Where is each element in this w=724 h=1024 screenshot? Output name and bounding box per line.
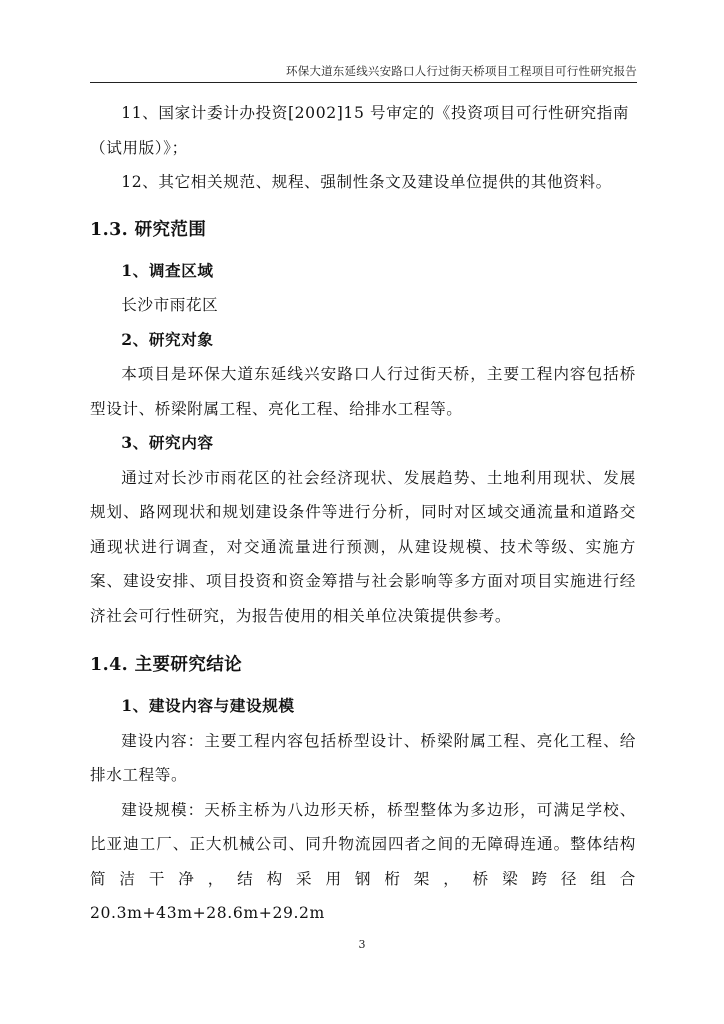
running-header: 环保大道东延线兴安路口人行过街天桥项目工程项目可行性研究报告 bbox=[90, 62, 637, 83]
subheading-research-object: 2、研究对象 bbox=[121, 329, 214, 349]
section-heading-1-3: 1.3. 研究范围 bbox=[90, 219, 207, 240]
survey-area-text: 长沙市雨花区 bbox=[121, 296, 219, 314]
research-content-text: 通过对长沙市雨花区的社会经济现状、发展趋势、土地利用现状、发展规划、路网现状和规划建设条件等进行分析，同时对区域交通流量和道路交通现状进行调查，对交通流量进行预测，从建设规模、技术等级、实施方案、建设安排、项目投资和资金筹措与社会影响等多方面对项目实施进行经济社会可行性研究，为报告使用的相关单位决策提供参考。 bbox=[90, 468, 636, 625]
section-heading-1-4: 1.4. 主要研究结论 bbox=[90, 655, 243, 675]
reference-item-11-line1: 11、国家计委计办投资[2002]15 号审定的《投资项目可行性研究指南 bbox=[121, 104, 630, 122]
page-number: 3 bbox=[358, 938, 366, 951]
reference-item-11-line2: （试用版）》； bbox=[90, 138, 188, 157]
construction-content-text: 建设内容：主要工程内容包括桥型设计、桥梁附属工程、亮化工程、给排水工程等。 bbox=[90, 731, 636, 784]
page-content bbox=[90, 96, 636, 931]
subheading-survey-area: 1、调查区域 bbox=[121, 260, 214, 280]
research-object-text: 本项目是环保大道东延线兴安路口人行过街天桥，主要工程内容包括桥型设计、桥梁附属工程、亮化工程、给排水工程等。 bbox=[90, 365, 636, 418]
subheading-research-content: 3、研究内容 bbox=[121, 433, 214, 452]
subheading-construction-scope: 1、建设内容与建设规模 bbox=[121, 696, 295, 715]
construction-scale-text: 建设规模：天桥主桥为八边形天桥，桥型整体为多边形，可满足学校、比亚迪工厂、正大机械公司、同升物流园四者之间的无障碍连通。整体结构简洁干净，结构采用钢桁架，桥梁跨径组合 20.3m+43m+28.6m+29.2m bbox=[90, 800, 636, 922]
reference-item-12: 12、其它相关规范、规程、强制性条文及建设单位提供的其他资料。 bbox=[121, 173, 612, 191]
